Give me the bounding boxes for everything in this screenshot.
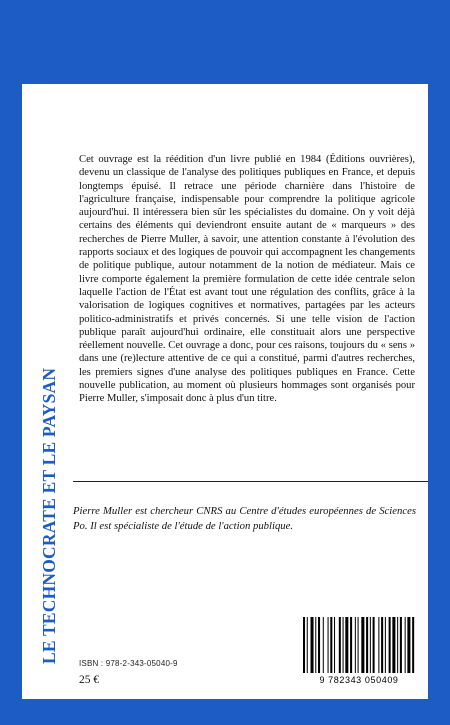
barcode <box>297 615 421 687</box>
price-text: 25 € <box>79 674 100 686</box>
barcode-bar <box>328 617 329 673</box>
barcode-bar <box>350 617 352 673</box>
barcode-bar <box>323 617 324 673</box>
barcode-bar <box>407 617 410 673</box>
barcode-number: 9 782343 050409 <box>319 675 399 685</box>
barcode-bar <box>361 617 364 673</box>
barcode-bar <box>397 617 398 673</box>
divider <box>73 481 428 482</box>
barcode-bar <box>378 617 379 673</box>
barcode-bar <box>400 617 402 673</box>
barcode-bar <box>373 617 375 673</box>
barcode-bar <box>405 617 406 673</box>
isbn-text: ISBN : 978-2-343-05040-9 <box>79 659 178 668</box>
book-blurb: Cet ouvrage est la réédition d'un livre publié en 1984 (Éditions ouvrières), devenu un classique de l'analyse des politiques publiques en France, et depuis longtemps épuisé. Il retrace une période charnière dans l'histoire de l'agriculture française, indispensable pour comprendre la politique agricole aujourd'hui. Il intéressera bien sûr les spécialistes du domaine. On y voit déjà certains des éléments qui deviendront ensuite autant de « marqueurs » des recherches de Pierre Muller, à savoir, une attention constante à l'évolution des rapports sociaux et des logiques de pouvoir qui accompagnent les changements de politique publique, autour notamment de la notion de médiateur. Mais ce livre comporte également la première formulation de cette idée centrale selon laquelle l'action de l'État est avant tout une régulation des conflits, grâce à la valorisation de logiques cognitives et normatives, partagées par les acteurs politico-administratifs et privés concernés. Si une telle vision de l'action publique paraît aujourd'hui ordinaire, elle constituait alors une perspective réellement nouvelle. Cet ouvrage a donc, pour ces raisons, toujours du « sens » dans une (re)lecture attentive de ce qui a constitué, parmi d'autres recherches, les premiers signes d'une analyse des politiques publiques en France. Cette nouvelle publication, au moment où plusieurs hommages sont organisés pour Pierre Muller, s'imposait donc à plus d'un titre. <box>79 154 415 405</box>
barcode-bar <box>303 617 305 673</box>
barcode-bar <box>366 617 368 673</box>
barcode-bars <box>297 615 421 677</box>
barcode-bar <box>355 617 356 673</box>
barcode-bar <box>370 617 371 673</box>
vertical-title: LE TECHNOCRATE ET LE PAYSAN <box>39 367 59 664</box>
barcode-bar <box>311 617 314 673</box>
barcode-bar <box>385 617 386 673</box>
barcode-bar <box>345 617 348 673</box>
barcode-bar <box>412 617 414 673</box>
barcode-bar <box>392 617 395 673</box>
barcode-bar <box>389 617 391 673</box>
barcode-bar <box>358 617 359 673</box>
barcode-bar <box>318 617 320 673</box>
author-note: Pierre Muller est chercheur CNRS au Centre d'études européennes de Sciences Po. Il est spécialiste de l'étude de l'action publique. <box>73 505 416 532</box>
barcode-bar <box>330 617 332 673</box>
barcode-bar <box>343 617 344 673</box>
barcode-bar <box>339 617 341 673</box>
barcode-bar <box>334 617 335 673</box>
barcode-bar <box>315 617 316 673</box>
barcode-bar <box>381 617 383 673</box>
back-cover-panel <box>22 84 428 699</box>
barcode-bar <box>307 617 308 673</box>
